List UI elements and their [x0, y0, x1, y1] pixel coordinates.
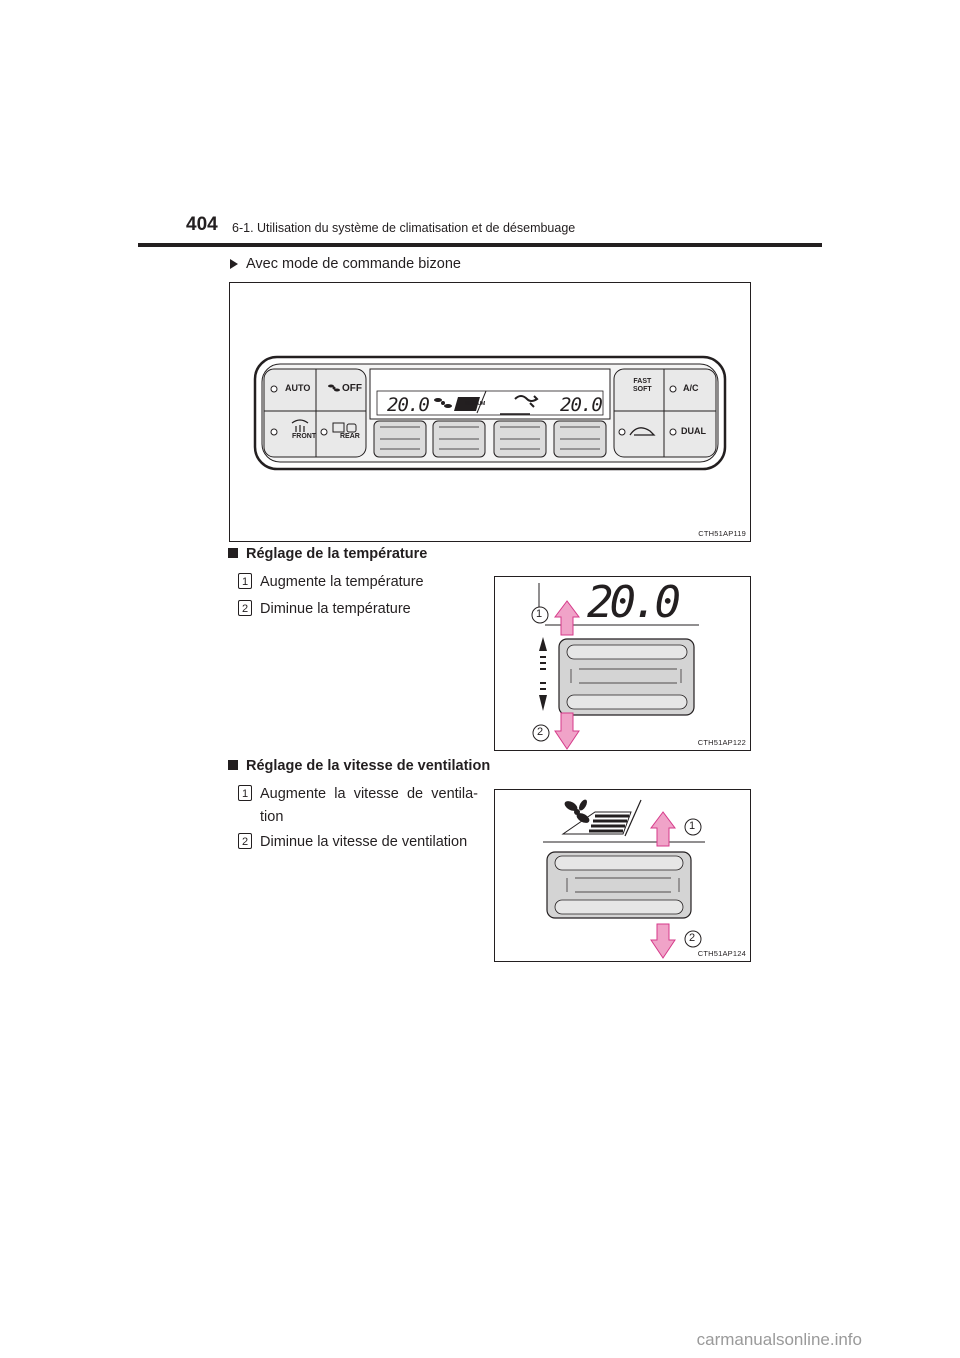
decrease-arrow-icon — [651, 924, 675, 958]
figure-code: CTH51AP122 — [697, 738, 746, 747]
item-text: Diminue la vitesse de ventilation — [260, 834, 468, 850]
figure-code: CTH51AP119 — [698, 529, 746, 538]
triangle-bullet-icon — [230, 259, 238, 269]
ac-button: A/C — [683, 383, 699, 393]
square-bullet-icon — [228, 548, 238, 558]
fan-heading — [228, 758, 490, 774]
item-number: 2 — [238, 833, 252, 849]
auto-button: AUTO — [285, 383, 311, 393]
increase-arrow-icon — [651, 812, 675, 846]
off-button: OFF — [342, 383, 362, 394]
mode-subheading-text: Avec mode de commande bizone — [246, 256, 461, 272]
front-button: FRONT — [292, 433, 317, 440]
callout-2: 2 — [537, 726, 544, 738]
page-number: 404 — [186, 214, 218, 235]
figure-code: CTH51AP124 — [697, 949, 746, 958]
fan-figure — [494, 789, 751, 962]
item-text: Diminue la température — [260, 601, 411, 617]
square-bullet-icon — [228, 760, 238, 770]
mode-subheading — [230, 256, 461, 272]
list-item — [238, 571, 478, 594]
item-number: 1 — [238, 573, 252, 589]
callout-2: 2 — [689, 932, 696, 944]
decrease-arrow-icon — [555, 713, 579, 749]
item-text: Augmente la température — [260, 574, 424, 590]
temp-display: 20.0 — [587, 577, 677, 628]
header-rule — [138, 243, 822, 247]
rear-button: REAR — [340, 433, 360, 440]
item-text-line-1: Augmente la vitesse de ventila- — [260, 786, 478, 802]
item-number: 1 — [238, 785, 252, 801]
item-text-line-2: tion — [260, 809, 284, 825]
callout-1: 1 — [689, 820, 696, 832]
control-panel-figure — [229, 282, 751, 542]
soft-label: SOFT — [633, 386, 652, 393]
list-item — [238, 831, 498, 854]
temperature-heading — [228, 546, 427, 562]
fast-label: FAST — [633, 378, 652, 385]
fan-illustration — [495, 790, 750, 961]
dual-button: DUAL — [681, 426, 706, 436]
chapter-title: 6-1. Utilisation du système de climatisation et de désembuage — [232, 221, 576, 235]
list-item — [238, 783, 478, 829]
fast-soft-button — [633, 378, 652, 394]
watermark: carmanualsonline.info — [696, 1330, 862, 1349]
temperature-figure — [494, 576, 751, 751]
fan-mode-label: MEDIUM — [465, 401, 486, 407]
fan-icon — [563, 798, 591, 825]
fan-heading-text: Réglage de la vitesse de ventilation — [246, 758, 491, 774]
control-panel-illustration — [230, 283, 750, 541]
item-number: 2 — [238, 600, 252, 616]
left-temp-display: 20.0 — [387, 394, 429, 416]
callout-1: 1 — [536, 608, 543, 620]
increase-arrow-icon — [555, 601, 579, 635]
list-item — [238, 598, 478, 621]
temperature-heading-text: Réglage de la température — [246, 546, 428, 562]
right-temp-display: 20.0 — [560, 394, 602, 416]
